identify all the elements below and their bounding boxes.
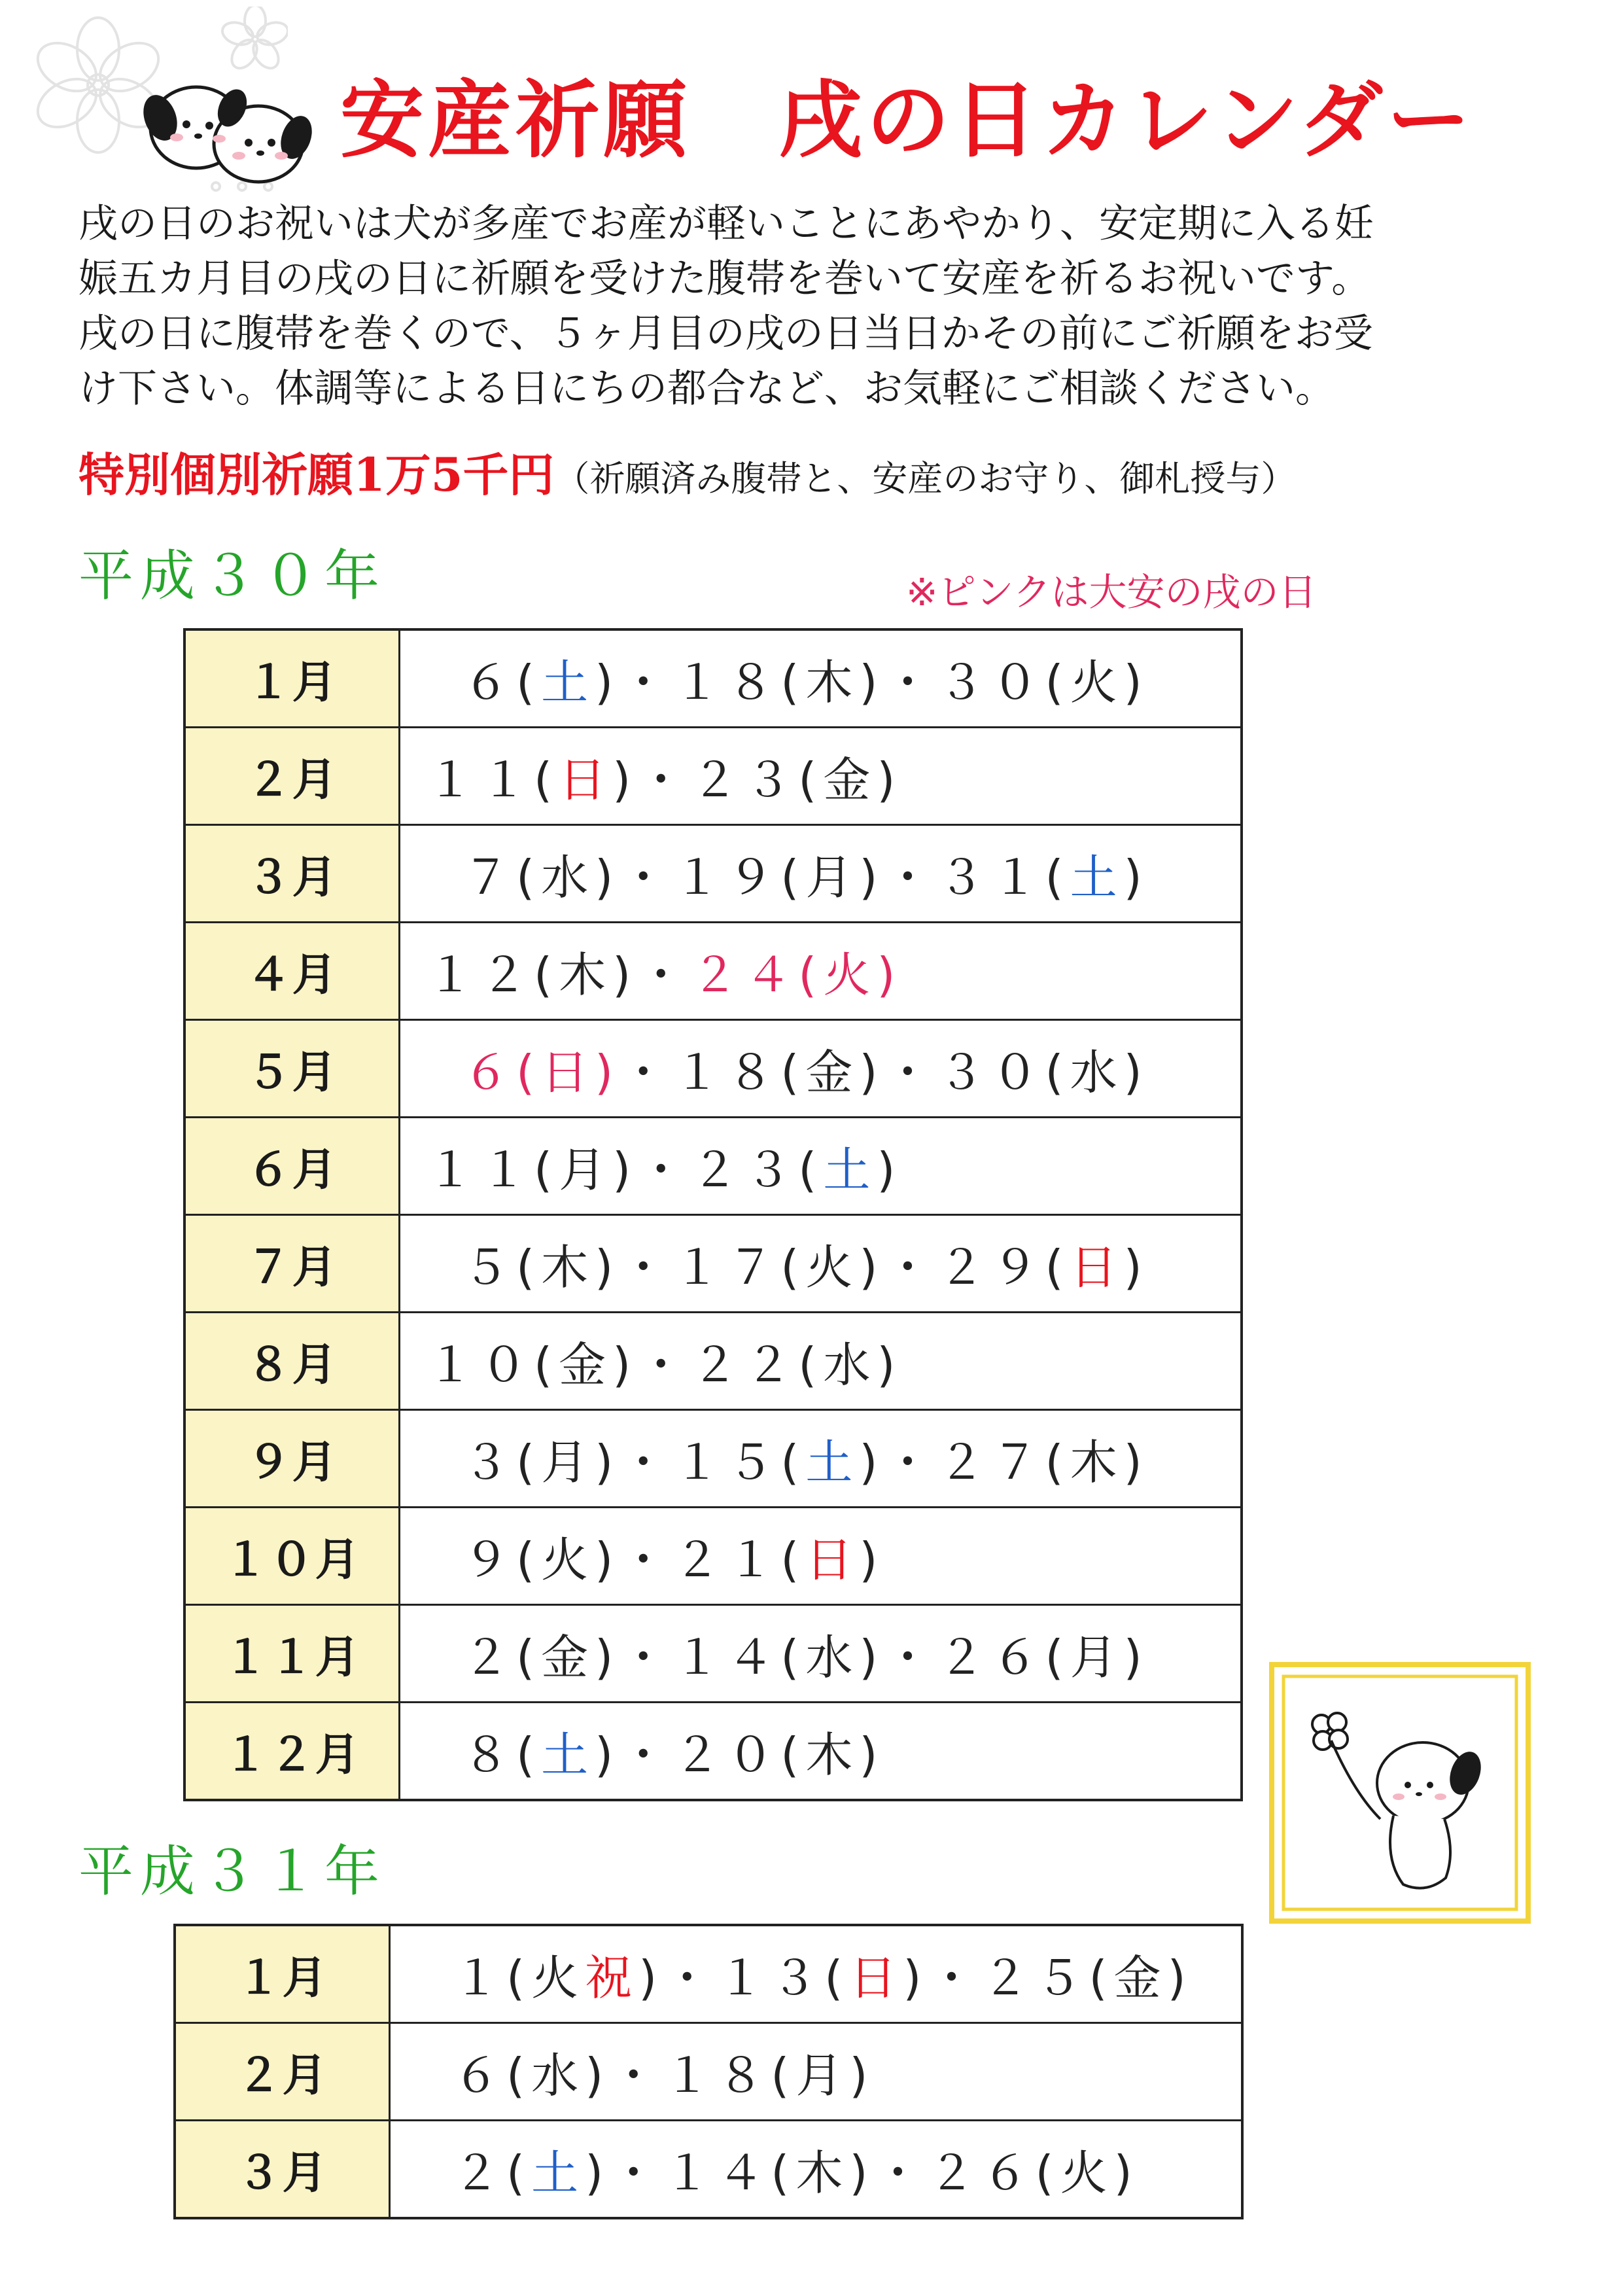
intro-line: 戌の日のお祝いは犬が多産でお産が軽いことにあやかり、安定期に入る妊 <box>79 201 1374 247</box>
inu-day: ８(土) <box>462 1727 620 1782</box>
date-separator: ・ <box>884 1045 938 1100</box>
weekday: 水 <box>805 1630 860 1685</box>
date-separator: ・ <box>884 1435 938 1490</box>
day-number: ２６ <box>937 1630 1045 1685</box>
weekday: 日 <box>541 1045 595 1100</box>
dates-cell <box>400 923 1242 1020</box>
inu-day: １８(金) <box>673 1045 884 1100</box>
weekday: 火 <box>805 1240 860 1295</box>
page-title: 安産祈願 戌の日カレンダー <box>340 71 1475 169</box>
dates-cell <box>400 1410 1242 1508</box>
day-number: ２４ <box>691 947 799 1002</box>
dog-pair-icon <box>141 72 317 186</box>
fee-note: （祈願済み腹帯と、安産のお守り、御札授与） <box>554 458 1297 499</box>
weekday: 月 <box>805 850 860 905</box>
calendar-row <box>184 1313 1242 1410</box>
day-number: ２ <box>453 2146 507 2200</box>
pink-legend-note: ※ピンクは大安の戌の日 <box>906 570 1317 614</box>
month-cell: １０月 <box>184 1508 400 1605</box>
day-number: ２２ <box>691 1337 799 1392</box>
weekday: 木 <box>559 947 613 1002</box>
inu-day: ２０(木) <box>673 1727 884 1782</box>
weekday: 月 <box>541 1435 595 1490</box>
day-number: ９ <box>462 1532 517 1587</box>
day-number: １５ <box>673 1435 781 1490</box>
weekday: 火 <box>531 1951 585 2005</box>
month-cell: １月 <box>175 1925 390 2023</box>
inu-day: ２(金) <box>462 1630 620 1685</box>
weekday: 木 <box>805 1727 860 1782</box>
inu-day: １９(月) <box>673 850 884 905</box>
day-number: １９ <box>673 850 781 905</box>
weekday: 土 <box>1070 850 1124 905</box>
date-separator: ・ <box>610 2048 664 2103</box>
date-separator: ・ <box>637 1337 691 1392</box>
date-separator: ・ <box>637 947 691 1002</box>
inu-day: ２(土) <box>453 2146 610 2200</box>
inu-day: ２３(金) <box>691 752 902 807</box>
inu-day: ２４(火) <box>691 947 902 1002</box>
date-separator: ・ <box>884 1240 938 1295</box>
date-separator: ・ <box>637 752 691 807</box>
calendar-row <box>184 728 1242 825</box>
day-number: ３ <box>462 1435 517 1490</box>
dates-cell <box>390 1925 1243 2023</box>
weekday: 月 <box>1070 1630 1124 1685</box>
dates-cell <box>400 728 1242 825</box>
inu-day: ３１(土) <box>937 850 1149 905</box>
date-separator: ・ <box>610 2146 664 2200</box>
day-number: ２７ <box>937 1435 1045 1490</box>
day-number: ２６ <box>928 2146 1036 2200</box>
day-number: ２０ <box>673 1727 781 1782</box>
weekday: 金 <box>541 1630 595 1685</box>
dates-cell <box>400 825 1242 923</box>
weekday: 木 <box>541 1240 595 1295</box>
day-number: １１ <box>427 1142 534 1197</box>
weekday: 月 <box>795 2048 850 2103</box>
inu-day: ２６(火) <box>928 2146 1139 2200</box>
weekday: 火 <box>1070 655 1124 710</box>
date-separator: ・ <box>928 1951 982 2005</box>
inu-day: １(火祝) <box>453 1951 664 2005</box>
month-cell: ８月 <box>184 1313 400 1410</box>
day-number: １１ <box>427 752 534 807</box>
intro-line: 戌の日に腹帯を巻くので、５ヶ月目の戌の日当日かその前にご祈願をお受 <box>79 311 1373 357</box>
day-number: １８ <box>673 655 781 710</box>
day-number: ７ <box>462 850 517 905</box>
calendar-row <box>175 2023 1242 2121</box>
calendar-row <box>184 1508 1242 1605</box>
calendar-row <box>175 1925 1242 2023</box>
weekday: 水 <box>531 2048 585 2103</box>
date-separator: ・ <box>620 1435 674 1490</box>
month-cell: ６月 <box>184 1118 400 1215</box>
day-number: １４ <box>663 2146 771 2200</box>
weekday: 金 <box>1113 1951 1168 2005</box>
weekday: 日 <box>559 752 613 807</box>
inu-day: ３０(水) <box>937 1045 1149 1100</box>
month-cell: ７月 <box>184 1215 400 1313</box>
weekday: 木 <box>805 655 860 710</box>
dates-cell <box>400 629 1242 728</box>
day-number: ２３ <box>691 752 799 807</box>
weekday: 土 <box>541 1727 595 1782</box>
date-separator: ・ <box>884 655 938 710</box>
inu-day: ２２(水) <box>691 1337 902 1392</box>
month-cell: １１月 <box>184 1605 400 1703</box>
dog-with-clover-icon <box>1269 1662 1531 1924</box>
weekday: 日 <box>849 1951 903 2005</box>
weekday: 土 <box>805 1435 860 1490</box>
month-cell: ２月 <box>175 2023 390 2121</box>
weekday: 火 <box>541 1532 595 1587</box>
day-number: １８ <box>663 2048 771 2103</box>
weekday: 日 <box>1070 1240 1124 1295</box>
day-number: １０ <box>427 1337 534 1392</box>
day-number: １２ <box>427 947 534 1002</box>
calendar-table-h30 <box>183 628 1243 1801</box>
dates-cell <box>400 1703 1242 1801</box>
inu-day: １３(日) <box>717 1951 928 2005</box>
weekday: 水 <box>541 850 595 905</box>
weekday: 金 <box>805 1045 860 1100</box>
month-cell: ９月 <box>184 1410 400 1508</box>
fee-line <box>79 438 1296 504</box>
dates-cell <box>400 1605 1242 1703</box>
inu-day: １１(日) <box>427 752 638 807</box>
calendar-row <box>184 1215 1242 1313</box>
intro-paragraph <box>79 196 1544 416</box>
inu-day: １０(金) <box>427 1337 638 1392</box>
calendar-row <box>175 2121 1242 2219</box>
calendar-row <box>184 1020 1242 1118</box>
day-number: １３ <box>717 1951 825 2005</box>
inu-day: ２３(土) <box>691 1142 902 1197</box>
calendar-row <box>184 629 1242 728</box>
month-cell: ５月 <box>184 1020 400 1118</box>
inu-day: １２(木) <box>427 947 638 1002</box>
day-number: ８ <box>462 1727 517 1782</box>
month-cell: ３月 <box>184 825 400 923</box>
calendar-row <box>184 1410 1242 1508</box>
inu-day: ６(水) <box>453 2048 610 2103</box>
month-cell: １月 <box>184 629 400 728</box>
inu-day: １８(月) <box>663 2048 875 2103</box>
calendar-row <box>184 1605 1242 1703</box>
inu-day: ２５(金) <box>981 1951 1193 2005</box>
inu-day: ６(日) <box>462 1045 620 1100</box>
dates-cell <box>400 1313 1242 1410</box>
date-separator: ・ <box>884 850 938 905</box>
day-number: ５ <box>462 1240 517 1295</box>
dates-cell <box>400 1508 1242 1605</box>
inu-day: ５(木) <box>462 1240 620 1295</box>
inu-day: １４(木) <box>663 2146 875 2200</box>
month-cell: １２月 <box>184 1703 400 1801</box>
inu-day: ７(水) <box>462 850 620 905</box>
weekday: 土 <box>531 2146 585 2200</box>
year-heading-h31: 平成３１年 <box>79 1839 387 1903</box>
day-number: ２９ <box>937 1240 1045 1295</box>
date-separator: ・ <box>620 1532 674 1587</box>
inu-day: １４(水) <box>673 1630 884 1685</box>
inu-day: ２９(日) <box>937 1240 1149 1295</box>
weekday: 水 <box>823 1337 877 1392</box>
day-number: ６ <box>462 1045 517 1100</box>
date-separator: ・ <box>620 655 674 710</box>
day-number: ２５ <box>981 1951 1089 2005</box>
date-separator: ・ <box>620 1630 674 1685</box>
calendar-row <box>184 825 1242 923</box>
day-number: １７ <box>673 1240 781 1295</box>
weekday: 水 <box>1070 1045 1124 1100</box>
date-separator: ・ <box>884 1630 938 1685</box>
inu-day: ６(土) <box>462 655 620 710</box>
weekday: 土 <box>823 1142 877 1197</box>
day-number: １８ <box>673 1045 781 1100</box>
intro-line: け下さい。体調等による日にちの都合など、お気軽にご相談ください。 <box>79 366 1335 412</box>
calendar-row <box>184 1703 1242 1801</box>
dates-cell <box>400 1118 1242 1215</box>
date-separator: ・ <box>620 1240 674 1295</box>
month-cell: ４月 <box>184 923 400 1020</box>
inu-day: ２７(木) <box>937 1435 1149 1490</box>
weekday: 木 <box>795 2146 850 2200</box>
date-separator: ・ <box>620 1727 674 1782</box>
date-separator: ・ <box>637 1142 691 1197</box>
weekday: 金 <box>823 752 877 807</box>
intro-line: 娠五カ月目の戌の日に祈願を受けた腹帯を巻いて安産を祈るお祝いです。 <box>79 256 1371 302</box>
day-number: ３１ <box>937 850 1045 905</box>
day-number: ２１ <box>673 1532 781 1587</box>
calendar-table-h31 <box>173 1924 1244 2219</box>
weekday: 火 <box>1060 2146 1114 2200</box>
day-number: ３０ <box>937 1045 1045 1100</box>
day-number: ２ <box>462 1630 517 1685</box>
dates-cell <box>400 1215 1242 1313</box>
inu-day: ２６(月) <box>937 1630 1149 1685</box>
date-separator: ・ <box>663 1951 718 2005</box>
weekday: 日 <box>805 1532 860 1587</box>
weekday: 月 <box>559 1142 613 1197</box>
dates-cell <box>400 1020 1242 1118</box>
day-number: ３０ <box>937 655 1045 710</box>
day-number: ２３ <box>691 1142 799 1197</box>
calendar-row <box>184 1118 1242 1215</box>
inu-day: １７(火) <box>673 1240 884 1295</box>
day-number: ６ <box>462 655 517 710</box>
date-separator: ・ <box>620 1045 674 1100</box>
year-heading-h30: 平成３０年 <box>79 544 387 608</box>
inu-day: １１(月) <box>427 1142 638 1197</box>
dates-cell <box>390 2121 1243 2219</box>
weekday: 木 <box>1070 1435 1124 1490</box>
inu-day: １５(土) <box>673 1435 884 1490</box>
inu-day: １８(木) <box>673 655 884 710</box>
weekday: 土 <box>541 655 595 710</box>
weekday: 火 <box>823 947 877 1002</box>
date-separator: ・ <box>874 2146 928 2200</box>
fee-price: 特別個別祈願1万5千円 <box>79 448 555 502</box>
inu-day: ９(火) <box>462 1532 620 1587</box>
inu-day: ２１(日) <box>673 1532 884 1587</box>
holiday-mark: 祝 <box>585 1951 639 2005</box>
day-number: ６ <box>453 2048 507 2103</box>
inu-day: ３(月) <box>462 1435 620 1490</box>
calendar-row <box>184 923 1242 1020</box>
day-number: １ <box>453 1951 507 2005</box>
day-number: １４ <box>673 1630 781 1685</box>
weekday: 金 <box>559 1337 613 1392</box>
month-cell: ３月 <box>175 2121 390 2219</box>
inu-day: ３０(火) <box>937 655 1149 710</box>
dates-cell <box>390 2023 1243 2121</box>
month-cell: ２月 <box>184 728 400 825</box>
date-separator: ・ <box>620 850 674 905</box>
